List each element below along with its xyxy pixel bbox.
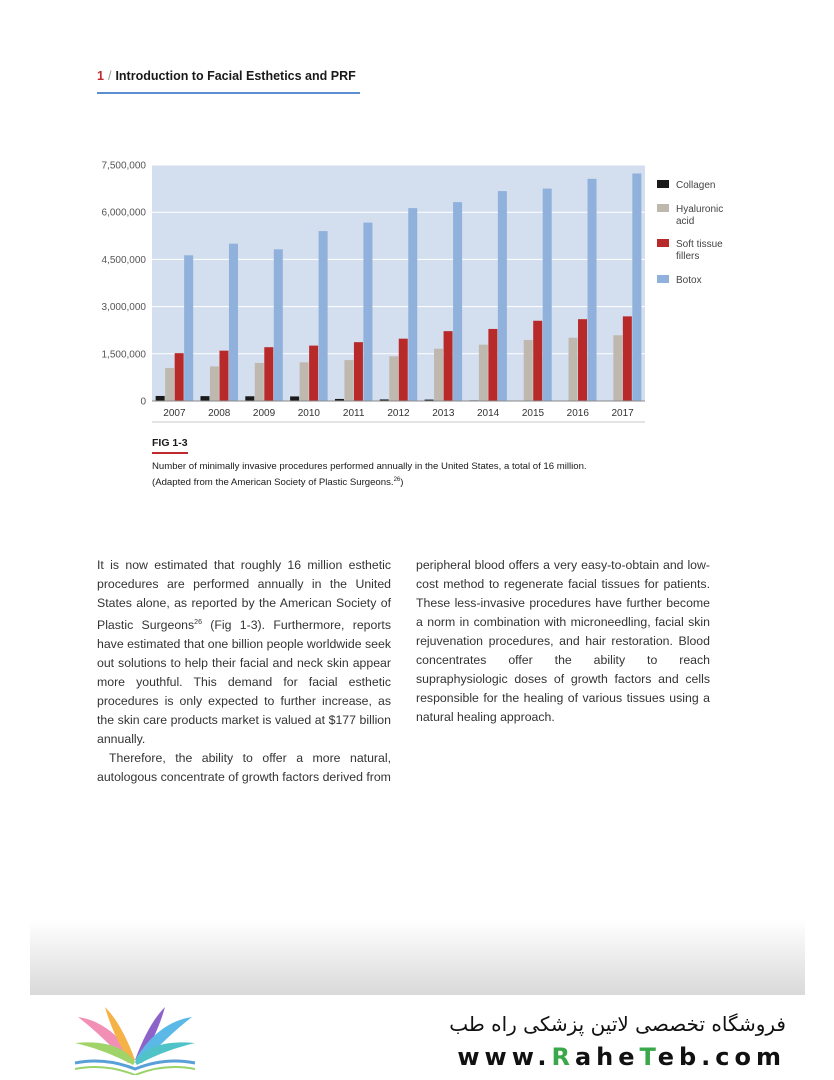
caption-line-1: Number of minimally invasive procedures performed annually in the United States, a total of 16 million. (152, 461, 587, 472)
bar (229, 244, 238, 401)
bar (354, 342, 363, 401)
bar (578, 319, 587, 401)
store-name: فروشگاه تخصصی لاتین پزشکی راه طب (449, 1012, 786, 1036)
store-url: www.RaheTeb.com (457, 1043, 786, 1071)
paragraph-1: It is now estimated that roughly 16 million esthetic procedures are performed annually in the United States alone, as reported by the American Society of Plastic Surgeons$^{26}$ (Fig 1-3). Furthermore, reports have estimated that one billion people worldwide seek out solutions to help their facial and neck skin appear more youthful. This demand for facial esthetic procedures is only expected to further increase, as the skin care products market is valued at $177 billion annually. (97, 558, 391, 747)
header-separator: / (107, 69, 112, 83)
chapter-title: Introduction to Facial Esthetics and PRF (115, 69, 356, 83)
legend-label: Collagen (676, 180, 716, 191)
legend-label: fillers (676, 251, 700, 262)
bar (344, 360, 353, 401)
bar (632, 173, 641, 401)
legend-label: Hyaluronic (676, 204, 724, 215)
bar (319, 231, 328, 401)
x-tick-label: 2016 (566, 408, 589, 419)
bar (498, 191, 507, 401)
chapter-number: 1 (97, 69, 104, 83)
x-tick-label: 2010 (297, 408, 320, 419)
bar (479, 345, 488, 401)
x-tick-label: 2017 (611, 408, 634, 419)
bar (434, 349, 443, 401)
bar (309, 346, 318, 401)
figure-label-rule (152, 452, 188, 454)
bar (255, 363, 264, 401)
running-head (97, 69, 360, 83)
x-tick-label: 2015 (521, 408, 545, 419)
y-tick-label: 0 (140, 396, 146, 408)
y-tick-label: 4,500,000 (101, 254, 146, 266)
bar (453, 202, 462, 401)
bar (245, 396, 254, 401)
bar (210, 366, 219, 401)
bar (533, 321, 542, 401)
bar (613, 335, 622, 401)
caption-line-2: (Adapted from the American Society of Plastic Surgeons.$^{26}$) (152, 476, 404, 488)
bar (290, 396, 299, 401)
y-tick-label: 6,000,000 (101, 207, 146, 219)
bar (300, 362, 309, 401)
legend-swatch (657, 275, 669, 283)
bar (408, 208, 417, 401)
bar-chart (90, 160, 740, 425)
figure-label: FIG 1-3 (152, 437, 188, 449)
bar (219, 351, 228, 401)
bar (543, 189, 552, 401)
bar (389, 356, 398, 401)
citation-reference: 26 (194, 619, 202, 626)
open-book-logo-icon (70, 1005, 200, 1075)
figure-caption (152, 460, 672, 489)
bar (175, 353, 184, 401)
bar (569, 338, 578, 401)
bar (588, 179, 597, 401)
x-tick-label: 2009 (252, 408, 276, 419)
y-tick-label: 1,500,000 (101, 349, 146, 361)
page-bottom-shadow (30, 920, 805, 995)
legend-swatch (657, 204, 669, 212)
x-tick-label: 2007 (163, 408, 186, 419)
bar (524, 340, 533, 401)
bar (156, 396, 165, 401)
caption-reference: 26 (393, 476, 401, 483)
bar (623, 316, 632, 401)
bar (165, 368, 174, 401)
bar (488, 329, 497, 401)
bar (399, 339, 408, 401)
legend-label: Soft tissue (676, 239, 723, 250)
x-tick-label: 2012 (387, 408, 410, 419)
text-column-left (97, 556, 391, 787)
x-tick-label: 2011 (342, 408, 365, 419)
bar (363, 223, 372, 401)
bar (200, 396, 209, 401)
x-tick-label: 2014 (477, 408, 500, 419)
bar (184, 255, 193, 401)
bar (264, 347, 273, 401)
paragraph-2: Therefore, the ability to offer a more natural, autologous concentrate of growth factors derived from (97, 751, 391, 785)
legend-swatch (657, 239, 669, 247)
bar (444, 331, 453, 401)
paragraph-3: peripheral blood offers a very easy-to-obtain and low-cost method to regenerate facial tissues for patients. These less-invasive procedures have further become a norm in combination with microneedling, facial skin rejuvenation procedures, and hair restoration. Blood concentrates offer the ability to reach supraphysiologic doses of growth factors and cells responsible for the healing of various tissues using a natural healing approach. (416, 558, 710, 724)
page-header (97, 69, 360, 83)
legend-swatch (657, 180, 669, 188)
text-column-right (416, 556, 710, 727)
bar (274, 249, 283, 401)
x-tick-label: 2013 (432, 408, 455, 419)
header-rule (97, 92, 360, 94)
y-tick-label: 3,000,000 (101, 302, 146, 314)
y-tick-label: 7,500,000 (101, 160, 146, 172)
x-tick-label: 2008 (208, 408, 231, 419)
legend-label: Botox (676, 275, 702, 286)
legend-label: acid (676, 216, 695, 227)
